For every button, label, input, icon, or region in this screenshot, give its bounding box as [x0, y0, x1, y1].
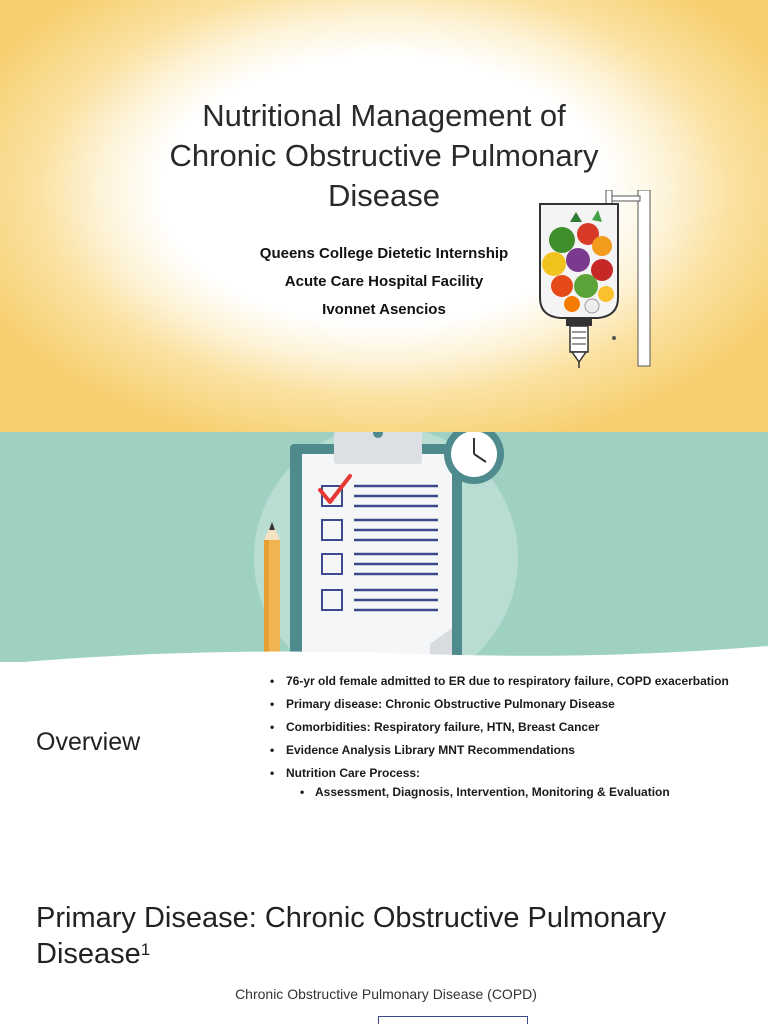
bullet-icon: • — [270, 720, 275, 734]
list-item — [270, 697, 740, 712]
list-item — [270, 674, 740, 689]
list-item — [270, 743, 740, 758]
bullet-icon: • — [270, 766, 275, 780]
overview-slide — [0, 662, 768, 840]
subtitle-facility: Acute Care Hospital Facility — [284, 273, 484, 290]
title-line-2-text: Disease — [36, 938, 141, 970]
title-slide — [0, 0, 768, 432]
pencil-icon — [264, 522, 280, 672]
sub-bullet-text: Assessment, Diagnosis, Intervention, Monitoring & Evaluation — [315, 785, 670, 799]
bullet-icon: • — [270, 743, 275, 757]
primary-disease-slide — [0, 872, 768, 1024]
sub-list-item — [270, 785, 740, 800]
clipboard-icon — [290, 432, 462, 668]
subtitle-program: Queens College Dietetic Internship — [259, 245, 509, 262]
footnote-reference: 1 — [140, 940, 151, 959]
bullet-text: Primary disease: Chronic Obstructive Pulmonary Disease — [286, 697, 615, 711]
bullet-icon: • — [300, 785, 305, 799]
title-line-2 — [36, 936, 736, 972]
bullet-icon: • — [270, 697, 275, 711]
illustration-slide — [0, 432, 768, 672]
bullet-icon: • — [270, 674, 275, 688]
title-line-3: Disease — [328, 178, 440, 213]
bullet-text: 76-yr old female admitted to ER due to respiratory failure, COPD exacerbation — [286, 674, 729, 688]
subtitle-author: Ivonnet Asencios — [322, 301, 446, 318]
overview-title: Overview — [36, 728, 141, 756]
list-item — [270, 720, 740, 735]
clipboard-illustration — [0, 432, 768, 672]
title-line-1: Primary Disease: Chronic Obstructive Pulmonary — [36, 902, 667, 934]
title-line-1: Nutritional Management of — [202, 98, 566, 133]
bullet-text: Nutrition Care Process: — [286, 766, 421, 780]
bullet-text: Comorbidities: Respiratory failure, HTN, Breast Cancer — [286, 720, 600, 734]
slide-subtitle — [204, 240, 564, 324]
list-item — [270, 766, 740, 781]
title-line-2: Chronic Obstructive Pulmonary — [169, 138, 599, 173]
iv-bag-icon — [532, 190, 656, 368]
figure-caption: Chronic Obstructive Pulmonary Disease (COPD) — [235, 986, 537, 1002]
overview-bullet-list — [270, 674, 740, 808]
bullet-text: Evidence Analysis Library MNT Recommendations — [286, 743, 575, 757]
diagram-box — [378, 1016, 528, 1024]
primary-disease-title — [36, 900, 736, 972]
